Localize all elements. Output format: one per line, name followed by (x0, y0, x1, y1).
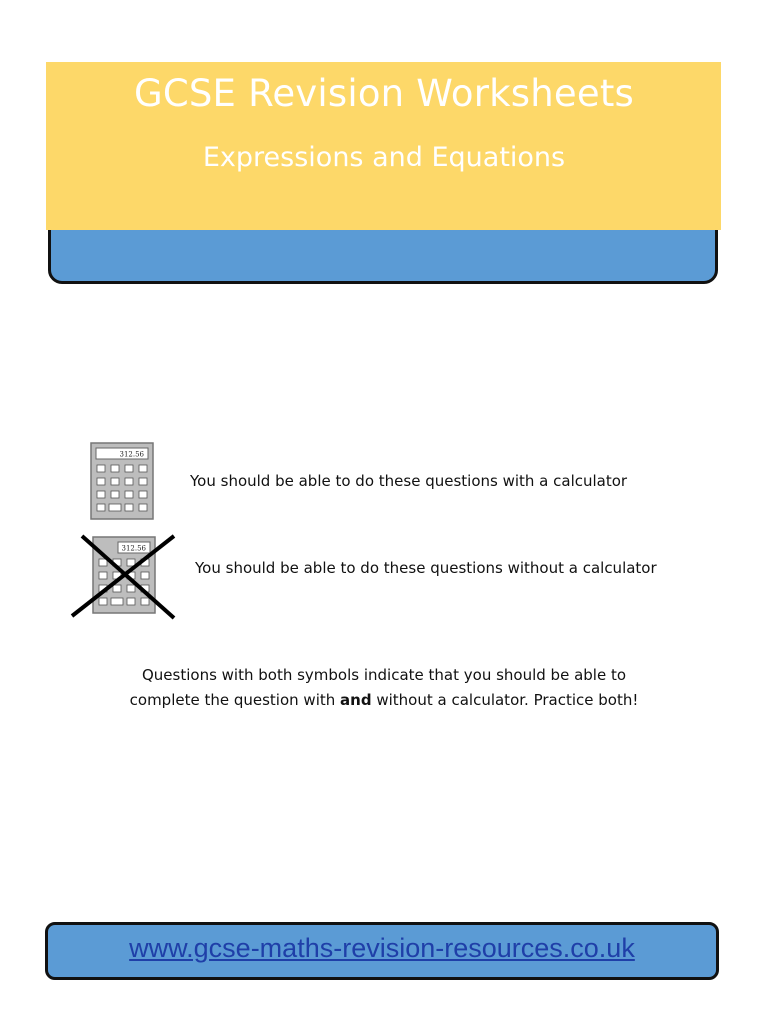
calculator-crossed-icon (70, 532, 176, 620)
page-subtitle: Expressions and Equations (202, 142, 566, 173)
note-line-2-end: without a calculator. Practice both! (371, 691, 639, 709)
note-emphasis-and: and (340, 691, 372, 709)
calculator-icon (90, 442, 154, 520)
note-line-1: Questions with both symbols indicate that you should be able to (141, 666, 627, 684)
both-symbols-note (0, 663, 768, 713)
page-title: GCSE Revision Worksheets (133, 72, 635, 115)
calculator-display-value: 312.56 (119, 450, 144, 459)
footer-banner (45, 922, 719, 980)
note-line-2-start: complete the question with (129, 691, 341, 709)
note-line-2 (0, 688, 768, 713)
legend-without-calculator-text: You should be able to do these questions without a calculator (195, 559, 657, 577)
website-link[interactable]: www.gcse-maths-revision-resources.co.uk (129, 933, 635, 963)
legend-with-calculator-text: You should be able to do these questions with a calculator (190, 472, 628, 490)
crossed-calculator-display-value: 312.56 (121, 544, 146, 553)
